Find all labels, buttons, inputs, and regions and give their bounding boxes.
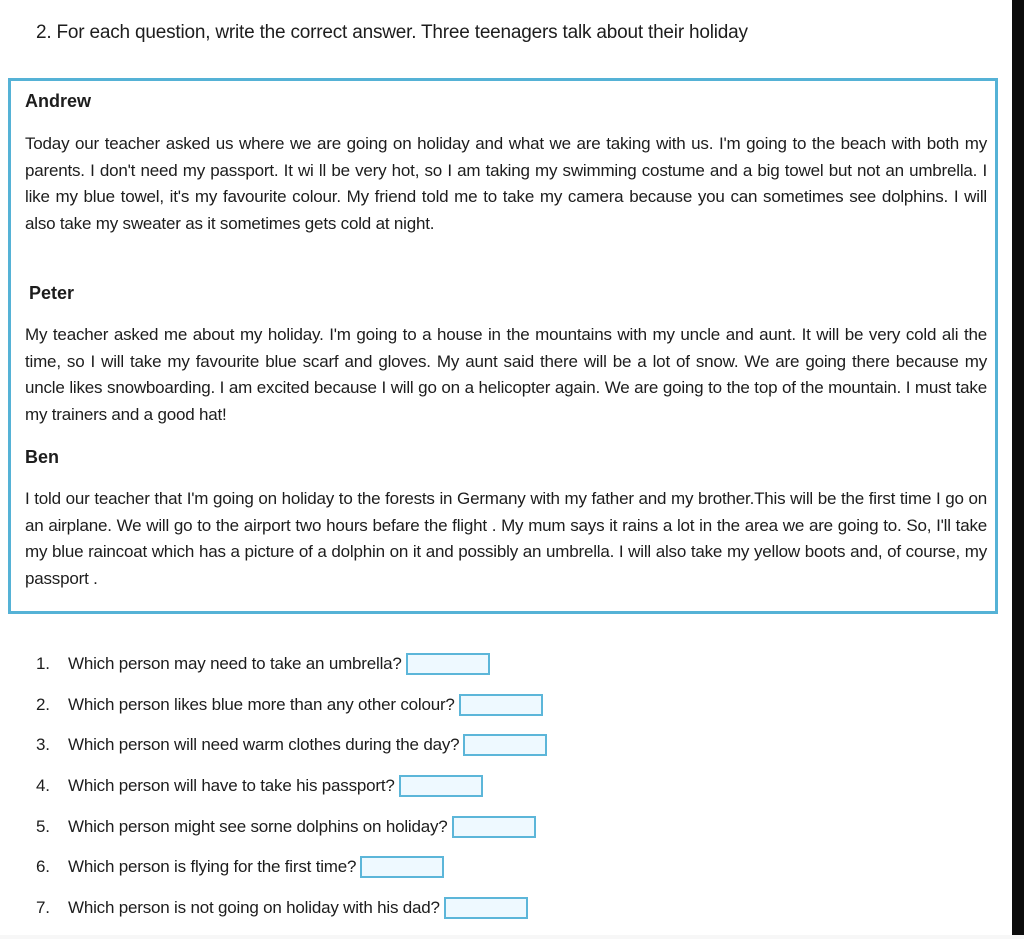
answer-box[interactable] <box>452 816 536 838</box>
question-text: Which person likes blue more than any other colour? <box>68 694 455 714</box>
question-item <box>36 857 547 898</box>
answer-box[interactable] <box>444 897 528 919</box>
question-number: 3. <box>36 735 50 755</box>
answer-box[interactable] <box>399 775 483 797</box>
paragraph-peter: My teacher asked me about my holiday. I'm going to a house in the mountains with my uncle and aunt. It will be very cold ali the time, so I will take my favourite blue scarf and gloves. My aunt said there will be a lot of snow. We are going there because my uncle likes snowboarding. I am excited because I will go on a helicopter again. We are going to the top of the mountain. I must take my trainers and a good hat! <box>25 325 987 424</box>
answer-box[interactable] <box>406 653 490 675</box>
question-text: Which person is flying for the first time? <box>68 857 357 877</box>
paragraph-ben: I told our teacher that I'm going on holiday to the forests in Germany with my father and my brother.This will be the first time I go on an airplane. We will go to the airport two hours befare the flight . My mum says it rains a lot in the area we are going to. So, I'll take my blue raincoat which has a picture of a dolphin on it and possibly an umbrella. I will also take my yellow boots and, of course, my passport . <box>25 489 987 588</box>
question-text: Which person is not going on holiday with his dad? <box>68 898 440 918</box>
question-text: Which person may need to take an umbrella? <box>68 654 402 673</box>
name-ben: Ben <box>25 447 60 467</box>
question-item <box>36 898 547 939</box>
question-text: Which person will have to take his passport? <box>68 776 395 796</box>
question-number: 4. <box>36 776 50 796</box>
question-text: Which person will need warm clothes during the day? <box>68 735 460 755</box>
exercise-heading: 2. For each question, write the correct answer. Three teenagers talk about their holiday <box>36 22 748 43</box>
reading-text-box <box>8 78 998 614</box>
question-item <box>36 735 547 776</box>
answer-box[interactable] <box>360 856 444 878</box>
paragraph-andrew: Today our teacher asked us where we are going on holiday and what we are taking with us. I'm going to the beach with both my parents. I don't need my passport. It wi ll be very hot, so I am taking my swimming costume and a big towel but not an umbrella. I like my blue towel, it's my favourite colour. My friend told me to take my camera because you can sometimes see dolphins. I will also take my sweater as it sometimes gets cold at night. <box>25 134 987 233</box>
question-number: 5. <box>36 816 50 836</box>
question-number: 7. <box>36 898 50 918</box>
question-number: 1. <box>36 654 50 673</box>
question-list <box>36 654 547 939</box>
question-text: Which person might see sorne dolphins on holiday? <box>68 816 448 836</box>
scan-edge <box>1012 0 1024 935</box>
question-item <box>36 817 547 858</box>
name-andrew: Andrew <box>25 91 92 111</box>
question-number: 6. <box>36 857 50 877</box>
question-item <box>36 776 547 817</box>
question-item <box>36 695 547 736</box>
answer-box[interactable] <box>459 694 543 716</box>
question-number: 2. <box>36 694 50 714</box>
answer-box[interactable] <box>463 734 547 756</box>
question-item <box>36 654 547 695</box>
name-peter: Peter <box>29 283 75 303</box>
